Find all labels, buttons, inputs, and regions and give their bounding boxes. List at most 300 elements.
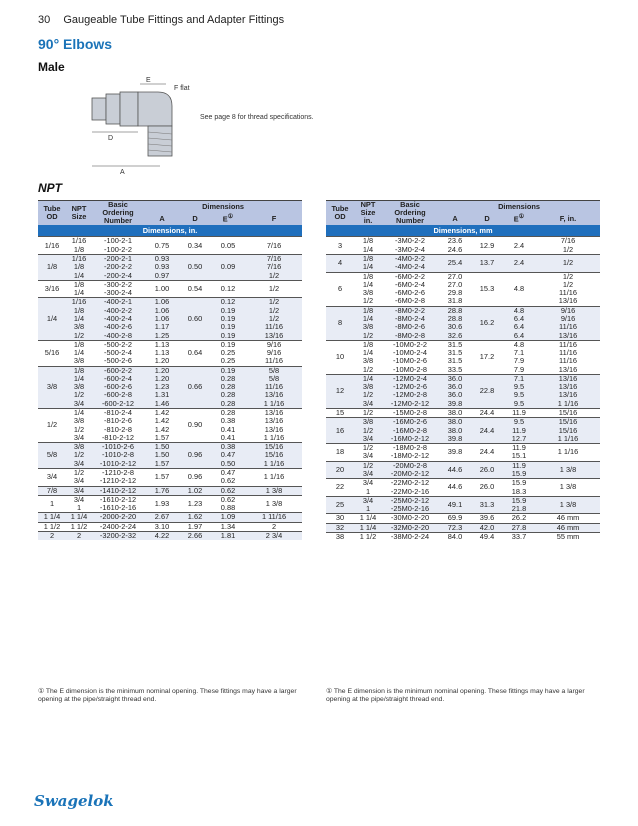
cell-npt-size-line: 1/4 xyxy=(362,279,374,289)
cell-d: 24.4 xyxy=(472,444,502,462)
cell-d: 42.0 xyxy=(472,523,502,532)
cell-e-line: 0.05 xyxy=(220,240,236,250)
cell-f-line: 13/16 xyxy=(558,373,578,383)
cell-a xyxy=(438,340,472,374)
cell-f-line: 5/8 xyxy=(268,373,280,383)
cell-a xyxy=(144,237,180,255)
brand-logo: Swagelok xyxy=(34,792,114,810)
cell-ordering-number-line: -4M0-2-2 xyxy=(395,253,425,263)
cell-f-line: 7/16 xyxy=(560,236,576,246)
cell-f xyxy=(536,532,600,541)
cell-e xyxy=(502,418,536,444)
cell-ordering-number-line: -810-2-6 xyxy=(104,416,132,426)
cell-a-line: 36.0 xyxy=(447,382,463,392)
cell-e xyxy=(502,306,536,340)
cell-e-line: 11.9 xyxy=(512,460,526,470)
cell-ordering-number-line: -1010-2-12 xyxy=(99,458,137,468)
cell-npt-size-line: 1/8 xyxy=(73,365,85,375)
cell-a xyxy=(144,366,180,408)
cell-tube-od: 8 xyxy=(326,306,354,340)
cell-ordering-number-line: -6M0-2-4 xyxy=(395,279,425,289)
cell-npt-size-line: 1/4 xyxy=(362,373,374,383)
running-title: Gaugeable Tube Fittings and Adapter Fittings xyxy=(63,14,285,26)
cell-npt-size-line: 1/16 xyxy=(71,236,87,246)
col-e: E① xyxy=(502,212,536,225)
cell-a-line: 31.5 xyxy=(447,356,463,366)
cell-d: 0.34 xyxy=(180,237,210,255)
cell-f xyxy=(536,461,600,479)
cell-d: 26.0 xyxy=(472,479,502,497)
cell-npt-size-line: 3/8 xyxy=(73,442,85,452)
units-bar: Dimensions, mm xyxy=(326,225,600,237)
cell-ordering-number-line: -1210-2-12 xyxy=(99,476,137,486)
cell-f-line: 11/16 xyxy=(265,382,283,392)
table-row xyxy=(326,532,600,541)
cell-e-line: 0.09 xyxy=(220,262,236,272)
cell-npt-size-line: 1/2 xyxy=(73,468,85,478)
cell-e xyxy=(502,444,536,462)
cell-e xyxy=(210,486,246,495)
cell-f-line: 1 1/16 xyxy=(263,398,285,408)
cell-f-line: 9/16 xyxy=(560,305,576,315)
cell-npt-size-line: 3/4 xyxy=(362,398,374,408)
cell-a-line: 1.20 xyxy=(154,356,170,366)
cell-npt-size-line: 1 xyxy=(365,504,371,514)
cell-d: 17.2 xyxy=(472,340,502,374)
cell-e-line: 26.2 xyxy=(511,513,527,523)
cell-npt-size-line: 3/8 xyxy=(362,356,374,366)
table-row xyxy=(38,237,302,255)
cell-e-line: 11.9 xyxy=(512,408,526,418)
cell-npt-size xyxy=(66,469,92,487)
col-d: D xyxy=(472,212,502,225)
cell-a-line: 84.0 xyxy=(447,531,463,541)
cell-a-line: 38.0 xyxy=(447,408,463,418)
cell-a-line: 1.25 xyxy=(154,330,170,340)
cell-f-line: 1/2 xyxy=(268,313,280,323)
cell-f-line: 1/2 xyxy=(268,305,280,315)
cell-e-line: 9.5 xyxy=(513,398,525,408)
cell-f xyxy=(246,280,302,298)
cell-f-line: 11/16 xyxy=(265,356,283,366)
label-f: F flat xyxy=(174,85,190,92)
cell-d: 39.6 xyxy=(472,514,502,523)
cell-ordering-number-line: -200-2-4 xyxy=(104,270,132,280)
cell-a-line: 33.5 xyxy=(447,364,463,374)
cell-npt-size-line: 1/2 xyxy=(73,424,85,434)
cell-ordering-number xyxy=(382,374,438,408)
table-row xyxy=(326,461,600,479)
cell-npt-size-line: 1/4 xyxy=(73,373,85,383)
cell-e-line: 0.12 xyxy=(220,297,236,307)
cell-f-line: 2 3/4 xyxy=(265,530,283,540)
cell-f xyxy=(536,340,600,374)
cell-npt-size-line: 3/8 xyxy=(73,322,85,332)
cell-tube-od: 25 xyxy=(326,496,354,514)
cell-ordering-number-line: -8M0-2-8 xyxy=(395,330,425,340)
cell-npt-size xyxy=(66,280,92,298)
cell-e xyxy=(210,531,246,540)
cell-e-line: 0.62 xyxy=(220,494,236,504)
cell-f xyxy=(536,479,600,497)
cell-ordering-number-line: -12M0-2-8 xyxy=(392,390,428,400)
cell-ordering-number xyxy=(92,495,144,513)
table-row xyxy=(38,486,302,495)
cell-npt-size-line: 1/2 xyxy=(362,425,374,435)
cell-f-line: 15/16 xyxy=(558,425,578,435)
cell-npt-size-line: 3/8 xyxy=(362,322,374,332)
elbow-diagram xyxy=(80,76,200,176)
col-dimensions: Dimensions xyxy=(438,201,600,213)
cell-a xyxy=(144,280,180,298)
cell-ordering-number-line: -18M0-2-12 xyxy=(390,451,430,461)
cell-f-line: 15/16 xyxy=(264,442,284,452)
cell-e xyxy=(502,514,536,523)
cell-e xyxy=(210,254,246,280)
cell-a xyxy=(438,272,472,306)
cell-npt-size xyxy=(66,495,92,513)
cell-npt-size-line: 2 xyxy=(76,530,82,540)
cell-ordering-number xyxy=(92,531,144,540)
table-row xyxy=(38,531,302,540)
table-row xyxy=(38,340,302,366)
cell-d: 24.4 xyxy=(472,418,502,444)
cell-ordering-number-line: -4M0-2-4 xyxy=(395,262,425,272)
cell-f xyxy=(246,495,302,513)
cell-e-line: 11.9 xyxy=(512,443,526,453)
cell-npt-size-line: 1/16 xyxy=(71,297,87,307)
cell-npt-size xyxy=(66,531,92,540)
cell-npt-size-line: 3/8 xyxy=(362,288,374,298)
cell-e-line: 0.47 xyxy=(220,450,236,460)
cell-npt-size-line: 1/8 xyxy=(73,244,85,254)
cell-e xyxy=(210,340,246,366)
cell-ordering-number-line: -6M0-2-2 xyxy=(395,271,425,281)
cell-npt-size-line: 3/8 xyxy=(362,382,374,392)
cell-ordering-number-line: -15M0-2-8 xyxy=(392,408,428,418)
cell-e xyxy=(502,374,536,408)
cell-f xyxy=(246,237,302,255)
cell-tube-od: 30 xyxy=(326,514,354,523)
cell-ordering-number-line: -2000-2-20 xyxy=(99,512,137,522)
cell-e xyxy=(502,479,536,497)
cell-e xyxy=(502,237,536,255)
cell-tube-od: 15 xyxy=(326,409,354,418)
cell-d: 0.96 xyxy=(180,443,210,469)
cell-e xyxy=(210,366,246,408)
cell-a-line: 1.20 xyxy=(154,365,170,375)
cell-a-line: 36.0 xyxy=(447,373,463,383)
cell-tube-od: 3/16 xyxy=(38,280,66,298)
cell-ordering-number-line: -400-2-1 xyxy=(104,297,132,307)
table-row xyxy=(326,272,600,306)
cell-e-line: 0.19 xyxy=(220,339,236,349)
cell-a-line: 1.42 xyxy=(154,416,170,426)
cell-ordering-number xyxy=(92,409,144,443)
cell-npt-size-line: 1/4 xyxy=(73,313,85,323)
cell-f-line: 55 mm xyxy=(556,531,580,541)
cell-tube-od: 1/4 xyxy=(38,298,66,340)
cell-a xyxy=(144,409,180,443)
cell-f-line: 1 3/8 xyxy=(559,482,577,492)
cell-npt-size-line: 1/2 xyxy=(73,390,85,400)
cell-d: 0.60 xyxy=(180,298,210,340)
section-subtitle: Male xyxy=(38,60,65,74)
cell-e-line: 7.9 xyxy=(513,364,525,374)
cell-a-line: 31.8 xyxy=(447,296,463,306)
cell-npt-size-line: 1/4 xyxy=(362,262,374,272)
cell-tube-od: 20 xyxy=(326,461,354,479)
cell-e-line: 0.38 xyxy=(220,442,236,452)
cell-ordering-number xyxy=(382,340,438,374)
cell-e-line: 7.1 xyxy=(513,373,525,383)
cell-e xyxy=(210,237,246,255)
cell-npt-size xyxy=(66,486,92,495)
cell-e-line: 0.50 xyxy=(220,458,236,468)
cell-e-line: 0.19 xyxy=(220,305,236,315)
cell-a-line: 1.93 xyxy=(154,499,170,508)
cell-npt-size xyxy=(66,366,92,408)
cell-npt-size-line: 3/4 xyxy=(362,495,374,505)
cell-ordering-number xyxy=(92,486,144,495)
cell-tube-od: 1/2 xyxy=(38,409,66,443)
cell-f-line: 9/16 xyxy=(266,339,282,349)
cell-f-line: 11/16 xyxy=(559,339,577,349)
cell-npt-size-line: 1/4 xyxy=(362,244,374,254)
cell-e xyxy=(210,409,246,443)
cell-ordering-number-line: -600-2-8 xyxy=(104,390,132,400)
page-title: 90° Elbows xyxy=(38,36,113,52)
cell-npt-size-line: 1/8 xyxy=(73,279,85,289)
cell-npt-size-line: 1/8 xyxy=(362,253,374,263)
cell-e-line: 0.25 xyxy=(220,356,236,366)
cell-ordering-number-line: -200-2-2 xyxy=(104,262,132,272)
cell-e xyxy=(502,254,536,272)
cell-npt-size-line: 1/8 xyxy=(362,236,374,246)
cell-f-line: 1 1/16 xyxy=(557,433,579,443)
cell-ordering-number-line: -20M0-2-8 xyxy=(392,460,428,470)
cell-a-line: 31.5 xyxy=(447,339,463,349)
cell-f-line: 13/16 xyxy=(558,390,578,400)
cell-npt-size-line: 1/2 xyxy=(362,460,374,470)
cell-ordering-number xyxy=(92,469,144,487)
cell-tube-od: 1 1/4 xyxy=(38,513,66,522)
cell-d: 15.3 xyxy=(472,272,502,306)
cell-ordering-number-line: -30M0-2-20 xyxy=(390,513,430,523)
cell-ordering-number-line: -10M0-2-4 xyxy=(392,348,428,358)
cell-e-line: 0.41 xyxy=(220,432,236,442)
cell-tube-od: 38 xyxy=(326,532,354,541)
cell-e-line: 0.19 xyxy=(220,365,236,375)
cell-a-line: 24.6 xyxy=(447,244,463,254)
cell-e-line: 1.81 xyxy=(220,530,236,540)
cell-ordering-number-line: -400-2-2 xyxy=(104,305,132,315)
cell-npt-size-line: 1/2 xyxy=(362,408,374,418)
cell-npt-size xyxy=(354,340,382,374)
cell-a-line: 1.17 xyxy=(154,322,170,332)
cell-f-line: 1 1/16 xyxy=(263,432,285,442)
cell-a-line: 44.6 xyxy=(447,482,463,492)
cell-e-line: 2.4 xyxy=(513,258,525,268)
cell-ordering-number xyxy=(92,366,144,408)
cell-tube-od: 7/8 xyxy=(38,486,66,495)
cell-f-line: 11/16 xyxy=(559,288,577,298)
cell-e-line: 0.19 xyxy=(220,313,236,323)
col-tube-od: Tube OD xyxy=(326,201,354,226)
col-f: F xyxy=(246,212,302,225)
cell-npt-size-line: 3/8 xyxy=(73,382,85,392)
cell-f-line: 11/16 xyxy=(265,322,283,332)
cell-a xyxy=(144,340,180,366)
cell-ordering-number-line: -810-2-12 xyxy=(101,432,135,442)
cell-a-line: 1.76 xyxy=(154,485,170,495)
col-a: A xyxy=(144,212,180,225)
cell-e-line: 4.8 xyxy=(513,283,525,293)
cell-e-line: 2.4 xyxy=(513,240,525,250)
cell-e-line: 9.5 xyxy=(513,417,525,427)
cell-e-line: 15.9 xyxy=(511,478,527,488)
table-row xyxy=(38,443,302,469)
col-d: D xyxy=(180,212,210,225)
cell-ordering-number-line: -10M0-2-6 xyxy=(392,356,428,366)
table-row xyxy=(38,409,302,443)
cell-f-line: 15/16 xyxy=(264,450,284,460)
cell-f-line: 1/2 xyxy=(562,279,574,289)
cell-ordering-number xyxy=(382,532,438,541)
cell-a-line: 1.46 xyxy=(154,398,170,408)
cell-e-line: 7.1 xyxy=(513,348,525,358)
cell-npt-size-line: 1/2 xyxy=(362,364,374,374)
col-ordering-number: Basic Ordering Number xyxy=(92,201,144,226)
cell-ordering-number-line: -810-2-8 xyxy=(104,424,132,434)
cell-a xyxy=(144,495,180,513)
table-row xyxy=(326,340,600,374)
cell-a-line: 4.22 xyxy=(154,530,170,540)
col-tube-od: Tube OD xyxy=(38,201,66,226)
cell-a-line: 30.6 xyxy=(447,322,463,332)
cell-ordering-number-line: -16M0-2-8 xyxy=(392,425,428,435)
cell-npt-size-line: 1 xyxy=(76,503,82,513)
cell-npt-size-line: 3/4 xyxy=(362,478,374,488)
col-npt-size: NPT Size xyxy=(66,201,92,226)
cell-a xyxy=(438,496,472,514)
cell-a xyxy=(438,461,472,479)
cell-f xyxy=(246,531,302,540)
cell-e-line: 0.28 xyxy=(220,373,236,383)
cell-ordering-number-line: -8M0-2-2 xyxy=(395,305,425,315)
cell-a-line: 44.6 xyxy=(447,464,463,474)
cell-a-line: 1.57 xyxy=(154,458,170,468)
cell-a-line: 32.6 xyxy=(447,330,463,340)
cell-npt-size-line: 1/8 xyxy=(362,271,374,281)
cell-a-line: 1.06 xyxy=(154,305,170,315)
cell-ordering-number-line: -18M0-2-8 xyxy=(392,443,428,453)
table-row xyxy=(326,374,600,408)
cell-e-line: 9.5 xyxy=(513,382,525,392)
cell-f xyxy=(246,486,302,495)
cell-f-line: 13/16 xyxy=(264,330,284,340)
cell-npt-size-line: 3/4 xyxy=(73,458,85,468)
cell-tube-od: 3/8 xyxy=(38,366,66,408)
cell-d: 26.0 xyxy=(472,461,502,479)
cell-ordering-number-line: -22M0-2-16 xyxy=(390,486,430,496)
col-f: F, in. xyxy=(536,212,600,225)
cell-e-line: 6.4 xyxy=(513,322,525,332)
cell-e xyxy=(210,495,246,513)
cell-f-line: 1 1/16 xyxy=(557,398,579,408)
cell-f-line: 13/16 xyxy=(558,330,578,340)
cell-e-line: 11.9 xyxy=(512,425,526,435)
cell-e-line: 0.38 xyxy=(220,416,236,426)
cell-ordering-number-line: -810-2-4 xyxy=(104,408,132,418)
cell-e-line: 1.34 xyxy=(220,521,236,531)
cell-e-line: 0.28 xyxy=(220,398,236,408)
cell-tube-od: 1/8 xyxy=(38,254,66,280)
table-row xyxy=(38,495,302,513)
cell-f-line: 11/16 xyxy=(559,348,577,358)
cell-e-line: 6.4 xyxy=(513,313,525,323)
cell-npt-size-line: 1/8 xyxy=(73,339,85,349)
cell-tube-od: 1 1/2 xyxy=(38,522,66,531)
cell-f-line: 7/16 xyxy=(266,262,282,272)
cell-e-line: 0.28 xyxy=(220,390,236,400)
cell-ordering-number-line: -400-2-6 xyxy=(104,322,132,332)
cell-npt-size-line: 3/4 xyxy=(73,398,85,408)
cell-npt-size-line: 1/2 xyxy=(73,330,85,340)
col-ordering-number: Basic Ordering Number xyxy=(382,201,438,226)
cell-e-line: 9.5 xyxy=(513,390,525,400)
cell-ordering-number-line: -1410-2-12 xyxy=(99,485,137,495)
cell-f xyxy=(246,298,302,340)
table-row xyxy=(38,254,302,280)
cell-f-line: 13/16 xyxy=(264,390,284,400)
cell-tube-od: 18 xyxy=(326,444,354,462)
col-dimensions: Dimensions xyxy=(144,201,302,213)
cell-tube-od: 6 xyxy=(326,272,354,306)
cell-ordering-number-line: -200-2-1 xyxy=(104,253,132,263)
metric-dimensions-table xyxy=(326,200,600,541)
cell-e-line: 15.1 xyxy=(511,451,527,461)
cell-ordering-number xyxy=(382,272,438,306)
cell-npt-size-line: 3/4 xyxy=(73,432,85,442)
cell-f xyxy=(246,366,302,408)
cell-a xyxy=(144,469,180,487)
cell-a-line: 23.6 xyxy=(447,236,463,246)
cell-e-line: 21.8 xyxy=(511,504,527,514)
cell-e-line: 4.8 xyxy=(513,339,525,349)
cell-e-line: 0.19 xyxy=(220,322,236,332)
cell-d: 0.54 xyxy=(180,280,210,298)
cell-f-line: 46 mm xyxy=(556,513,580,523)
cell-npt-size xyxy=(354,444,382,462)
footnote-right: ① The E dimension is the minimum nominal opening. These fittings may have a larger opening at the pipe/straight thread end. xyxy=(326,688,585,704)
cell-a-line: 1.31 xyxy=(154,390,170,400)
cell-ordering-number xyxy=(92,237,144,255)
page-header xyxy=(38,14,284,26)
cell-f-line: 46 mm xyxy=(556,522,580,532)
cell-npt-size xyxy=(354,306,382,340)
cell-e xyxy=(502,272,536,306)
cell-tube-od: 16 xyxy=(326,418,354,444)
cell-e-line: 1.09 xyxy=(220,512,236,522)
cell-a-line: 31.5 xyxy=(447,348,463,358)
cell-a-line: 1.42 xyxy=(154,424,170,434)
label-d: D xyxy=(108,135,114,142)
cell-e-line: 0.28 xyxy=(220,382,236,392)
cell-ordering-number xyxy=(382,461,438,479)
cell-tube-od: 1 xyxy=(38,495,66,513)
cell-e-line: 0.19 xyxy=(220,330,236,340)
